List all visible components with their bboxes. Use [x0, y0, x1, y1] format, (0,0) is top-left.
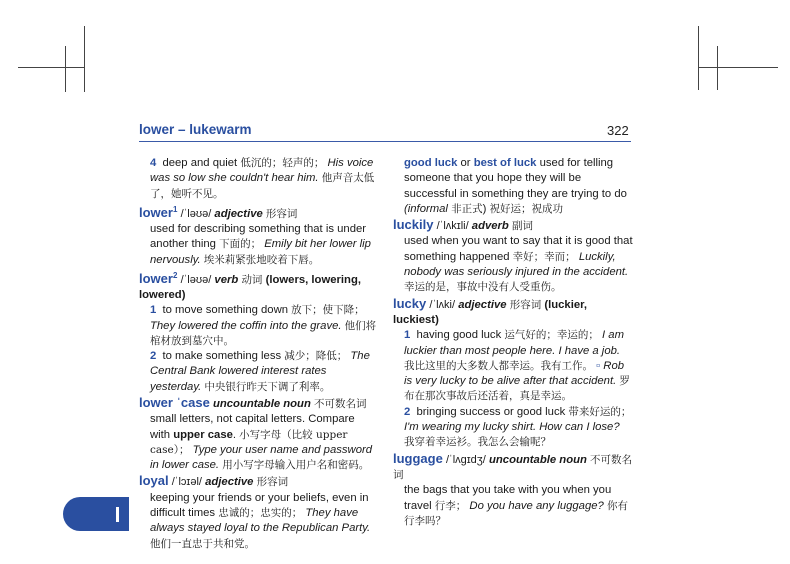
crop-mark	[717, 46, 718, 90]
example: They have always stayed loyal to the Republican Party.	[150, 507, 371, 535]
example: I am luckier than most people here. I have a job.	[404, 329, 624, 357]
headword: luggage	[393, 450, 443, 466]
page-number: 322	[607, 123, 629, 138]
example-zh: 他们将棺材放到墓穴中。	[150, 319, 377, 347]
part-of-speech: uncountable noun	[489, 453, 587, 466]
part-of-speech: adverb	[471, 220, 509, 233]
left-column	[139, 156, 377, 552]
header-guide-words: lower – lukewarm	[139, 122, 252, 137]
example: They lowered the coffin into the grave.	[150, 319, 342, 332]
cross-reference: upper case	[173, 428, 233, 441]
definition-zh: 小写字母（比较 upper case）；	[150, 428, 348, 456]
crop-mark	[698, 26, 699, 90]
register-label: (informal	[404, 202, 448, 215]
entry-body	[139, 222, 377, 268]
thumb-index-tab	[63, 497, 129, 531]
example-zh: 我穿着幸运衫。我怎么会输呢？	[404, 436, 551, 449]
definition: small letters, not capital letters. Compare with	[150, 413, 355, 441]
entry-low-continued	[139, 156, 377, 202]
definition: to move something down	[162, 304, 289, 317]
example: Luckily, nobody was seriously injured in the accident.	[404, 250, 629, 279]
register-label-end: )	[482, 202, 487, 215]
headword: lower	[139, 204, 173, 220]
part-of-speech-zh: 副词	[511, 220, 533, 233]
example-zh: 中央银行昨天下调了利率。	[204, 380, 331, 393]
example: Type your user name and password in lower case.	[150, 443, 373, 472]
example: I'm wearing my lucky shirt. How can I lose?	[404, 421, 620, 434]
example: Do you have any luggage?	[469, 499, 604, 512]
pronunciation: /ˈlʌgɪdʒ/	[445, 453, 486, 466]
header-rule	[139, 141, 631, 142]
right-column	[393, 156, 633, 529]
example-zh: 埃米莉紧张地咬着下唇。	[203, 253, 320, 266]
thumb-index-marker	[116, 507, 119, 522]
crop-mark	[84, 26, 85, 92]
homograph-number: 1	[172, 204, 178, 214]
sense	[150, 349, 377, 395]
definition: used when you want to say that it is good that something happened	[404, 235, 633, 263]
conjunction: or	[460, 157, 471, 169]
entry-body: small letters, not capital letters. Compare with upper case. 小写字母（比较 upper case）； Type your user name and password in lower case. 用小写字母输入用户名和密码。	[150, 413, 373, 472]
entry-good-luck-phrase	[393, 156, 633, 217]
sense	[404, 405, 633, 451]
part-of-speech: adjective	[214, 207, 263, 220]
example-zh: 他们一直忠于共和党。	[150, 537, 255, 550]
definition-zh: 忠诚的；忠实的；	[218, 507, 303, 520]
definition: used for describing something that is under another thing	[150, 222, 367, 251]
pronunciation: /ˈlɔɪəl/	[171, 476, 202, 489]
part-of-speech: adjective	[205, 476, 254, 489]
entry-luggage	[393, 451, 633, 529]
part-of-speech-zh: 不可数名词	[314, 397, 367, 410]
example-zh: 他声音太低了，她听不见。	[150, 172, 375, 200]
sense-number: 4	[150, 157, 157, 169]
crop-mark	[65, 46, 66, 92]
definition: used for telling someone that you hope they will be successful in something they are trying to do	[404, 157, 627, 200]
pronunciation: /ˈlʌki/	[429, 298, 456, 311]
homograph-number: 2	[172, 270, 178, 280]
example-bullet: ▫	[596, 359, 601, 372]
entry-body	[393, 234, 633, 295]
headword: lucky	[393, 295, 427, 311]
definition-zh: 低沉的；轻声的；	[240, 157, 325, 169]
entry-loyal	[139, 473, 377, 551]
entry-lower-case	[139, 395, 377, 473]
part-of-speech-zh: 形容词	[265, 207, 298, 220]
entry-body	[139, 303, 377, 395]
headword: loyal	[139, 473, 169, 489]
example-zh: 我比这里的大多数人都幸运。我有工作。	[404, 359, 593, 372]
entry-lower-adjective	[139, 202, 377, 268]
headword: lower ˈcase	[139, 394, 210, 410]
part-of-speech-zh: 形容词	[256, 476, 289, 489]
crop-mark	[18, 67, 85, 68]
crop-mark	[698, 67, 778, 68]
phrase: best of luck	[473, 157, 537, 169]
headword: lower	[139, 270, 173, 286]
definition-zh: 运气好的；幸运的；	[504, 329, 599, 342]
example: Emily bit her lower lip nervously.	[150, 238, 371, 266]
definition-zh: 放下；使下降；	[291, 304, 365, 317]
definition-zh: 带来好运的；	[568, 405, 632, 418]
headword: luckily	[393, 217, 434, 233]
example-zh: 罗布在那次事故后还活着，真是幸运。	[404, 375, 630, 403]
sense	[404, 328, 633, 404]
part-of-speech-zh: 不可数名词	[393, 453, 633, 481]
part-of-speech-zh: 形容词	[509, 298, 542, 311]
definition-zh: 祝好运；祝成功	[489, 202, 563, 215]
pronunciation: /ˈləʊə/	[180, 273, 212, 286]
part-of-speech: adjective	[458, 298, 507, 311]
example-zh: 你有行李吗？	[404, 499, 628, 527]
pronunciation: /ˈlʌkɪli/	[436, 220, 469, 233]
entry-lower-verb	[139, 268, 377, 395]
example-zh: 幸运的是，事故中没有人受重伤。	[404, 281, 562, 294]
example: Rob is very lucky to be alive after that accident.	[404, 359, 625, 388]
entry-body	[139, 491, 377, 552]
part-of-speech: verb	[214, 273, 239, 286]
definition-zh: 行李；	[434, 499, 467, 512]
definition: having good luck	[416, 329, 502, 342]
definition-zh: 减少；降低；	[284, 350, 348, 363]
pronunciation: /ˈləʊə/	[180, 207, 212, 220]
example: His voice was so low she couldn't hear him.	[150, 157, 374, 185]
entry-body	[393, 328, 633, 450]
example: The Central Bank lowered interest rates yesterday.	[150, 350, 370, 393]
inflections: (luckier, luckiest)	[393, 298, 588, 326]
definition: deep and quiet	[162, 157, 238, 169]
entry-body	[393, 483, 633, 529]
sense-number: 1	[404, 329, 411, 342]
definition: bringing success or good luck	[416, 405, 566, 418]
register-label-zh: 非正式	[451, 202, 483, 215]
part-of-speech-zh: 动词	[241, 273, 263, 286]
entry-lucky	[393, 296, 633, 451]
sense-number: 1	[150, 304, 157, 317]
phrase: good luck	[404, 157, 458, 169]
inflections: (lowers, lowering, lowered)	[139, 273, 361, 301]
definition: to make something less	[162, 350, 282, 363]
sense-number: 2	[150, 350, 157, 363]
definition: keeping your friends or your beliefs, even in difficult times	[150, 491, 369, 520]
definition-zh: 下面的；	[219, 238, 262, 251]
definition-zh: 幸好；幸而；	[512, 250, 576, 263]
sense-number: 2	[404, 405, 411, 418]
definition: the bags that you take with you when you travel	[404, 484, 612, 512]
part-of-speech: uncountable noun	[212, 397, 311, 410]
sense	[150, 303, 377, 349]
entry-luckily	[393, 217, 633, 295]
example-zh: 用小写字母输入用户名和密码。	[222, 459, 370, 472]
